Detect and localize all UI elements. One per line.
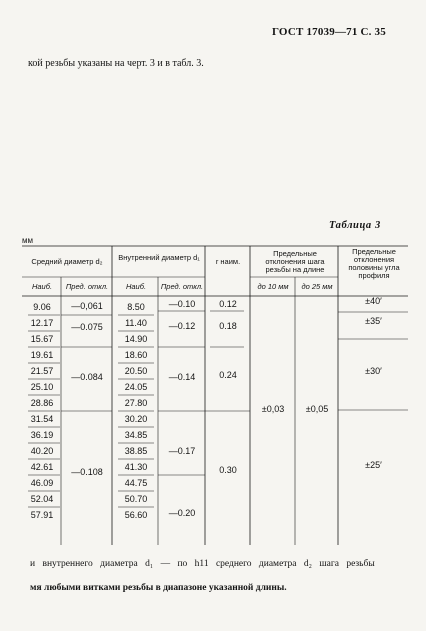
- d2-cell: 40.20: [30, 446, 54, 456]
- d2-cell: 57.91: [30, 510, 54, 520]
- d2-cell: 12.17: [30, 318, 54, 328]
- r-value-1: 0.12: [219, 299, 237, 309]
- header-pitch-25: до 25 мм: [301, 282, 333, 291]
- d2-dev-4: —0.108: [71, 467, 103, 477]
- r-value-3: 0.24: [219, 370, 237, 380]
- d1-cell: 30.20: [124, 414, 148, 424]
- pitch-25-value: ±0,05: [305, 404, 329, 414]
- d1-cell: 14.90: [124, 334, 148, 344]
- d1-dev-5: —0.20: [168, 508, 196, 518]
- d1-dev-1: —0.10: [168, 299, 196, 309]
- d2-cell: 36.19: [30, 430, 54, 440]
- d1-cell: 44.75: [124, 478, 148, 488]
- r-value-2: 0.18: [219, 321, 237, 331]
- angle-value-1: ±40′: [365, 296, 382, 306]
- d2-cell: 9.06: [33, 302, 51, 312]
- header-d2-group: Средний диаметр d₂: [31, 257, 103, 266]
- header-pitch-group: Предельные отклонения шага резьбы на длине: [265, 249, 325, 274]
- d1-cell: 24.05: [124, 382, 148, 392]
- d1-cell: 11.40: [125, 318, 147, 328]
- r-value-4: 0.30: [219, 465, 237, 475]
- angle-value-3: ±30′: [365, 366, 382, 376]
- d1-cell: 34.85: [124, 430, 148, 440]
- pitch-10-value: ±0,03: [261, 404, 285, 414]
- d1-cell: 50.70: [124, 494, 148, 504]
- bottom-text-line-2: мя любыми витками резьбы в диапазоне указанной длины.: [30, 583, 287, 593]
- d1-cell: 18.60: [124, 350, 148, 360]
- d2-cell: 52.04: [30, 494, 54, 504]
- bottom-text-line-1: и внутреннего диаметра d₁ — по h11 среднего диаметра d₂ шага резьбы: [30, 559, 375, 569]
- header-d2-nom: Наиб.: [31, 282, 53, 291]
- d2-cell: 31.54: [30, 414, 54, 424]
- header-d1-dev: Пред. откл.: [160, 282, 204, 291]
- d1-dev-2: —0.12: [168, 321, 196, 331]
- d2-cell: 42.61: [30, 462, 54, 472]
- header-pitch-10: до 10 мм: [257, 282, 289, 291]
- header-d1-nom: Наиб.: [125, 282, 147, 291]
- d2-dev-1: —0,061: [71, 301, 103, 311]
- d2-cell: 19.61: [30, 350, 54, 360]
- d1-dev-3: —0.14: [168, 372, 196, 382]
- d1-cell: 56.60: [124, 510, 148, 520]
- document-header: ГОСТ 17039—71 С. 35: [272, 26, 386, 38]
- d2-dev-2: —0.075: [71, 322, 103, 332]
- table-caption: Таблица 3: [329, 220, 381, 231]
- header-angle: Предельные отклонения половины угла профиля: [348, 247, 400, 280]
- d1-cell: 20.50: [124, 366, 148, 376]
- angle-value-2: ±35′: [365, 316, 382, 326]
- intro-text: кой резьбы указаны на черт. 3 и в табл. 3.: [28, 58, 204, 69]
- angle-value-4: ±25′: [365, 460, 382, 470]
- d2-cell: 25.10: [30, 382, 54, 392]
- header-r: r наим.: [215, 257, 241, 266]
- d1-cell: 27.80: [124, 398, 148, 408]
- d2-cell: 15.67: [30, 334, 54, 344]
- d2-cell: 46.09: [30, 478, 54, 488]
- d1-cell: 8.50: [127, 302, 145, 312]
- d2-dev-3: —0.084: [71, 372, 103, 382]
- header-d1-group: Внутренний диаметр d₁: [118, 253, 200, 262]
- unit-label: мм: [22, 236, 33, 245]
- d1-cell: 41.30: [124, 462, 148, 472]
- d1-cell: 38.85: [124, 446, 148, 456]
- d2-cell: 21.57: [30, 366, 54, 376]
- d2-cell: 28.86: [30, 398, 54, 408]
- header-d2-dev: Пред. откл.: [65, 282, 109, 291]
- d1-dev-4: —0.17: [168, 446, 196, 456]
